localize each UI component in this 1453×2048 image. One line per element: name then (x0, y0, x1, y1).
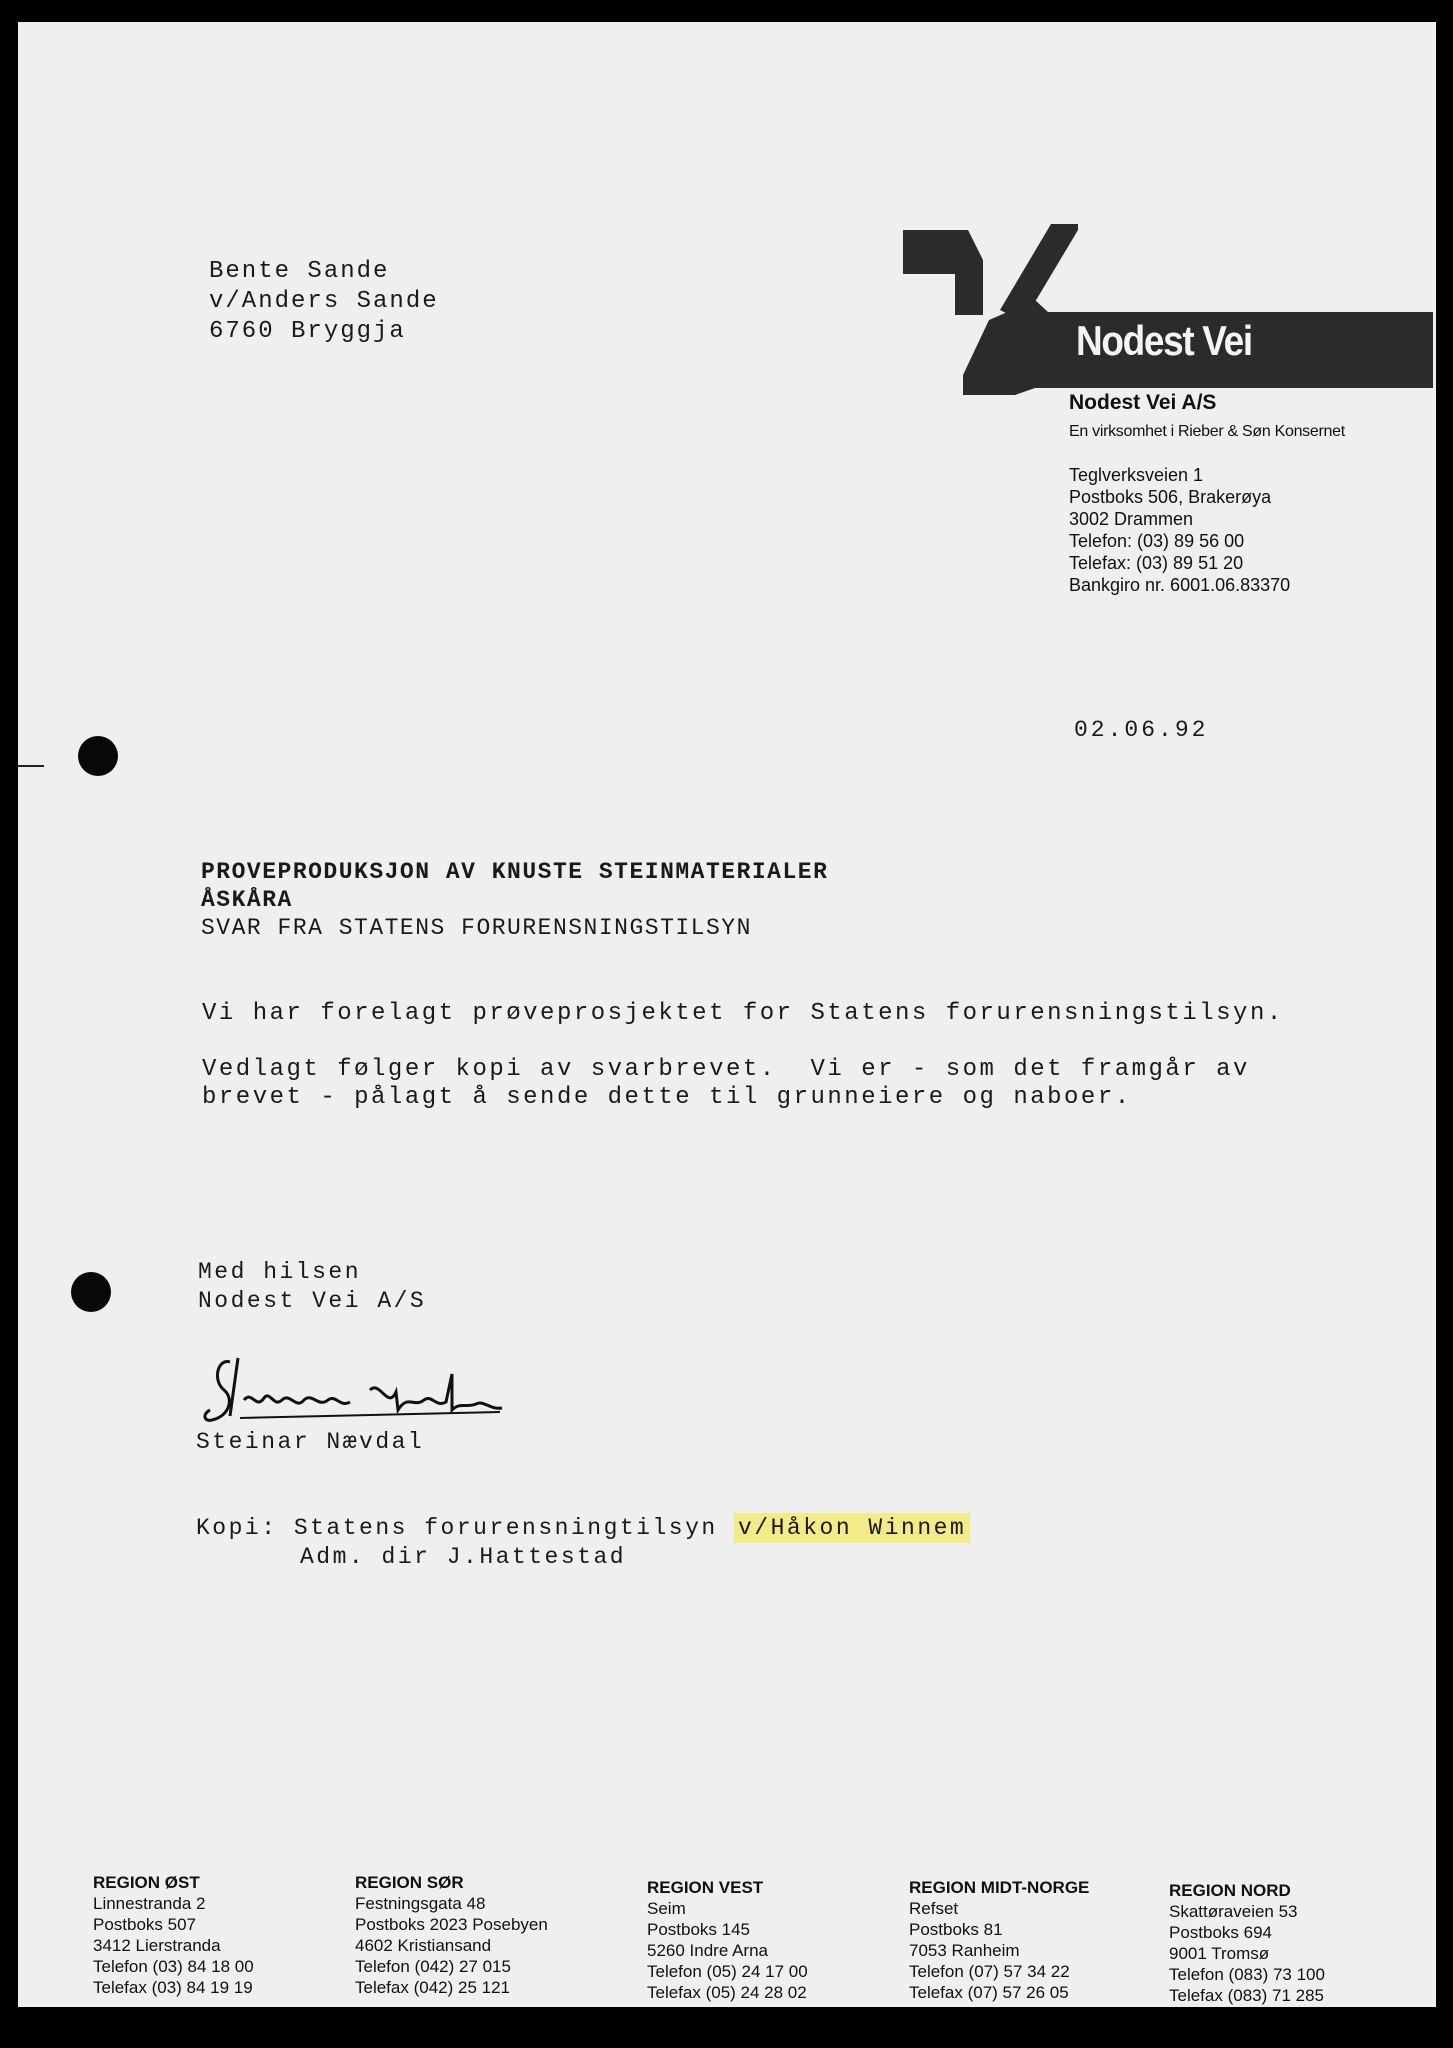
subject-line: SVAR FRA STATENS FORURENSNINGSTILSYN (201, 915, 752, 941)
letter-date: 02.06.92 (1074, 717, 1209, 743)
letter-page (18, 22, 1436, 2007)
footer-regions (18, 1872, 1436, 2007)
punch-hole-bottom (71, 1272, 111, 1312)
nodest-vei-logo (903, 200, 1433, 395)
closing (198, 1258, 426, 1316)
region-line: Linnestranda 2 (93, 1894, 206, 1913)
region-title: REGION VEST (647, 1878, 764, 1897)
region-line: Seim (647, 1899, 686, 1918)
copy-recipient: Statens forurensningtilsyn (293, 1515, 718, 1541)
region-line: Postboks 81 (909, 1920, 1003, 1939)
region-line: Postboks 694 (1169, 1923, 1273, 1942)
company-tagline: En virksomhet i Rieber & Søn Konsernet (1069, 423, 1345, 440)
region-line: Telefax (03) 84 19 19 (93, 1978, 253, 1997)
region-line: Postboks 145 (647, 1920, 751, 1939)
region-line: Telefon (083) 73 100 (1169, 1965, 1325, 1984)
address-line: Postboks 506, Brakerøya (1069, 487, 1272, 507)
recipient-line: Bente Sande (209, 258, 390, 285)
region-line: Telefon (03) 84 18 00 (93, 1957, 254, 1976)
region-title: REGION ØST (93, 1873, 200, 1892)
closing-company: Nodest Vei A/S (198, 1288, 427, 1314)
recipient-line: v/Anders Sande (209, 288, 439, 315)
region-block (93, 1872, 254, 1998)
closing-greeting: Med hilsen (198, 1259, 362, 1285)
region-line: 5260 Indre Arna (647, 1941, 768, 1960)
subject-line: ÅSKÅRA (201, 887, 293, 913)
letter-body (202, 1000, 1284, 1140)
logo-wordmark: Nodest Vei (1076, 317, 1252, 364)
region-line: 7053 Ranheim (909, 1941, 1020, 1960)
body-line: Vedlagt følger kopi av svarbrevet. Vi er - som det framgår av (202, 1056, 1250, 1083)
region-block (647, 1877, 808, 2003)
address-line: Bankgiro nr. 6001.06.83370 (1069, 575, 1291, 595)
address-line: Telefon: (03) 89 56 00 (1069, 531, 1245, 551)
company-name: Nodest Vei A/S (1069, 391, 1217, 414)
highlighted-contact: v/Håkon Winnem (734, 1513, 970, 1543)
region-title: REGION MIDT-NORGE (909, 1878, 1090, 1897)
region-line: Telefon (07) 57 34 22 (909, 1962, 1070, 1981)
body-line: brevet - pålagt å sende dette til grunneiere og naboer. (202, 1084, 1132, 1111)
region-line: 4602 Kristiansand (355, 1936, 492, 1955)
region-line: 9001 Tromsø (1169, 1944, 1270, 1963)
copy-recipients (196, 1514, 970, 1572)
copy-recipient: Adm. dir J.Hattestad (300, 1544, 627, 1570)
region-line: Postboks 2023 Posebyen (355, 1915, 548, 1934)
recipient-line: 6760 Bryggja (209, 318, 406, 345)
address-line: Telefax: (03) 89 51 20 (1069, 553, 1244, 573)
region-block (1169, 1880, 1325, 2006)
region-line: Telefax (042) 25 121 (355, 1978, 510, 1997)
region-block (355, 1872, 548, 1998)
company-address (1069, 464, 1345, 596)
region-line: Telefax (05) 24 28 02 (647, 1983, 807, 2002)
region-line: Telefon (05) 24 17 00 (647, 1962, 808, 1981)
region-line: Telefax (083) 71 285 (1169, 1986, 1324, 2005)
subject-line: PROVEPRODUKSJON AV KNUSTE STEINMATERIALER (201, 859, 829, 885)
logo-mark-left (903, 230, 983, 315)
region-title: REGION NORD (1169, 1881, 1291, 1900)
body-paragraph (202, 1056, 1284, 1112)
region-line: Telefax (07) 57 26 05 (909, 1983, 1069, 2002)
punch-hole-top (78, 736, 118, 776)
address-line: Teglverksveien 1 (1069, 465, 1204, 485)
handwritten-signature (200, 1350, 520, 1430)
region-line: Skattøraveien 53 (1169, 1902, 1298, 1921)
signer-name: Steinar Nævdal (196, 1429, 425, 1455)
company-info (1069, 390, 1345, 596)
copy-label: Kopi: (196, 1515, 278, 1541)
region-line: 3412 Lierstranda (93, 1936, 221, 1955)
region-line: Festningsgata 48 (355, 1894, 486, 1913)
region-line: Postboks 507 (93, 1915, 197, 1934)
fold-mark (18, 765, 44, 767)
subject-block (201, 858, 828, 942)
copy-row (196, 1514, 970, 1543)
address-line: 3002 Drammen (1069, 509, 1194, 529)
body-paragraph: Vi har forelagt prøveprosjektet for Statens forurensningstilsyn. (202, 1000, 1284, 1027)
region-title: REGION SØR (355, 1873, 464, 1892)
region-line: Telefon (042) 27 015 (355, 1957, 511, 1976)
region-block (909, 1877, 1089, 2003)
copy-row (196, 1543, 970, 1572)
region-line: Refset (909, 1899, 959, 1918)
recipient-address (209, 257, 439, 347)
